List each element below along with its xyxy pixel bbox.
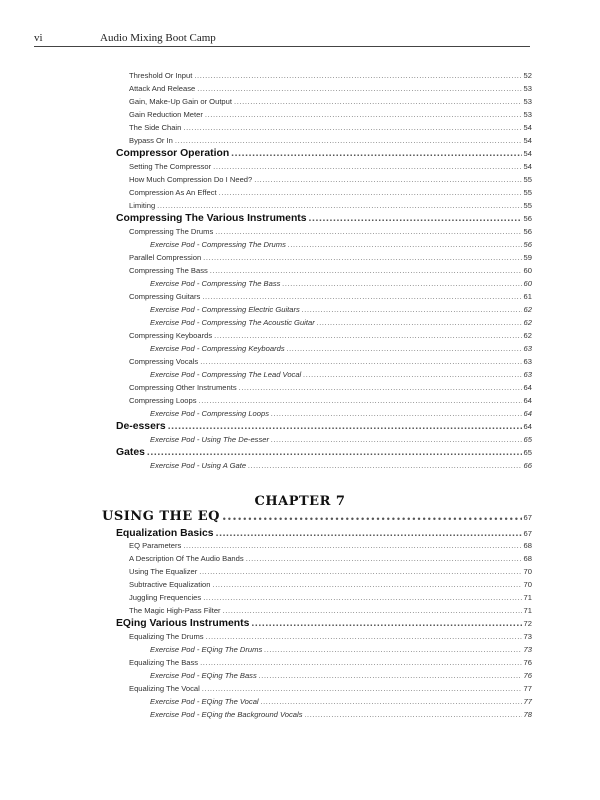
subsection-entry[interactable] [129,188,532,197]
section-entry[interactable] [116,421,532,432]
dot-leader [239,383,522,392]
entry-title: Equalizing The Bass [129,658,199,667]
exercise-entry[interactable] [150,671,532,680]
entry-page-number: 70 [523,580,532,589]
dot-leader [223,606,522,615]
dot-leader [183,123,521,132]
dot-leader [202,292,521,301]
entry-title: Compressing Other Instruments [129,383,237,392]
entry-page-number: 68 [523,554,532,563]
dot-leader [214,331,521,340]
dot-leader [251,618,521,629]
subsection-entry[interactable] [129,357,532,366]
entry-title: Compressing The Various Instruments [116,213,307,224]
entry-page-number: 53 [523,84,532,93]
entry-page-number: 64 [523,422,532,431]
entry-page-number: 77 [523,684,532,693]
dot-leader [305,710,522,719]
subsection-entry[interactable] [129,606,532,615]
entry-title: Exercise Pod - EQing The Vocal [150,697,259,706]
dot-leader [157,201,521,210]
subsection-entry[interactable] [129,84,532,93]
dot-leader [317,318,522,327]
dot-leader [222,509,522,524]
entry-title: Exercise Pod - Using The De-esser [150,435,270,444]
entry-page-number: 63 [523,344,532,353]
entry-title: Gain, Make-Up Gain or Output [129,97,232,106]
dot-leader [246,554,522,563]
subsection-entry[interactable] [129,71,532,80]
dot-leader [248,461,521,470]
entry-title: Setting The Compressor [129,162,212,171]
entry-title: Exercise Pod - EQing The Drums [150,645,263,654]
entry-title: Compressing Keyboards [129,331,213,340]
entry-title: Parallel Compression [129,253,202,262]
entry-title: Gain Reduction Meter [129,110,203,119]
entry-page-number: 54 [523,123,532,132]
entry-title: Equalization Basics [116,528,214,539]
entry-title: A Description Of The Audio Bands [129,554,244,563]
entry-title: Compressing Guitars [129,292,201,301]
entry-page-number: 63 [523,357,532,366]
entry-page-number: 55 [523,201,532,210]
exercise-entry[interactable] [150,409,532,418]
dot-leader [271,409,522,418]
page-number: vi [34,32,43,44]
subsection-entry[interactable] [129,227,532,236]
exercise-entry[interactable] [150,305,532,314]
subsection-entry[interactable] [129,658,532,667]
entry-page-number: 73 [523,645,532,654]
dot-leader [288,240,522,249]
dot-leader [200,357,521,366]
section-entry[interactable] [116,618,532,629]
entry-page-number: 54 [523,149,532,158]
entry-page-number: 77 [523,697,532,706]
entry-page-number: 65 [523,435,532,444]
subsection-entry[interactable] [129,292,532,301]
dot-leader [203,593,521,602]
subsection-entry[interactable] [129,580,532,589]
subsection-entry[interactable] [129,123,532,132]
entry-title: EQing Various Instruments [116,618,250,629]
dot-leader [259,671,522,680]
dot-leader [197,84,521,93]
chapter-heading: CHAPTER 7 [254,494,346,509]
entry-title: Exercise Pod - Compressing Electric Guitars [150,305,300,314]
subsection-entry[interactable] [129,136,532,145]
dot-leader [287,344,522,353]
entry-page-number: 56 [523,240,532,249]
book-title: Audio Mixing Boot Camp [100,32,216,44]
dot-leader [199,396,522,405]
entry-title: Compression As An Effect [129,188,217,197]
entry-title: Exercise Pod - Compressing The Bass [150,279,281,288]
dot-leader [200,658,521,667]
dot-leader [202,684,522,693]
entry-title: The Magic High-Pass Filter [129,606,221,615]
entry-title: Bypass Or In [129,136,173,145]
exercise-entry[interactable] [150,435,532,444]
entry-page-number: 60 [523,279,532,288]
entry-title: Exercise Pod - EQing The Bass [150,671,257,680]
entry-title: Exercise Pod - Compressing The Acoustic Guitar [150,318,315,327]
entry-page-number: 56 [523,214,532,223]
entry-title: Limiting [129,201,156,210]
entry-title: Compressing The Bass [129,266,208,275]
entry-page-number: 54 [523,136,532,145]
subsection-entry[interactable] [129,97,532,106]
entry-page-number: 62 [523,331,532,340]
dot-leader [231,148,521,159]
entry-title: Using The Equalizer [129,567,198,576]
exercise-entry[interactable] [150,344,532,353]
entry-title: Exercise Pod - Compressing The Lead Vocal [150,370,302,379]
entry-page-number: 66 [523,461,532,470]
subsection-entry[interactable] [129,175,532,184]
dot-leader [302,305,522,314]
entry-title: Exercise Pod - Compressing Loops [150,409,270,418]
entry-page-number: 76 [523,671,532,680]
subsection-entry[interactable] [129,253,532,262]
exercise-entry[interactable] [150,318,532,327]
exercise-entry[interactable] [150,279,532,288]
entry-page-number: 55 [523,188,532,197]
entry-title: How Much Compression Do I Need? [129,175,253,184]
dot-leader [215,227,521,236]
entry-title: Exercise Pod - Using A Gate [150,461,247,470]
dot-leader [147,447,522,458]
entry-title: Juggling Frequencies [129,593,202,602]
entry-page-number: 60 [523,266,532,275]
entry-page-number: 73 [523,632,532,641]
running-header [34,30,530,47]
entry-page-number: 67 [523,513,532,522]
entry-page-number: 78 [523,710,532,719]
exercise-entry[interactable] [150,645,532,654]
entry-title: Gates [116,447,145,458]
dot-leader [168,421,522,432]
dot-leader [219,188,522,197]
section-entry[interactable] [116,148,532,159]
dot-leader [303,370,521,379]
exercise-entry[interactable] [150,461,532,470]
subsection-entry[interactable] [129,383,532,392]
entry-title: Compressing Vocals [129,357,199,366]
section-entry[interactable] [116,447,532,458]
entry-page-number: 53 [523,110,532,119]
entry-page-number: 64 [523,396,532,405]
subsection-entry[interactable] [129,110,532,119]
dot-leader [205,110,522,119]
entry-title: Compressing The Drums [129,227,214,236]
entry-page-number: 62 [523,318,532,327]
section-entry[interactable] [116,213,532,224]
entry-page-number: 59 [523,253,532,262]
dot-leader [210,266,522,275]
dot-leader [309,213,522,224]
subsection-entry[interactable] [129,331,532,340]
subsection-entry[interactable] [129,162,532,171]
subsection-entry[interactable] [129,567,532,576]
entry-title: EQ Parameters [129,541,182,550]
dot-leader [282,279,521,288]
subsection-entry[interactable] [129,201,532,210]
entry-page-number: 64 [523,409,532,418]
entry-page-number: 76 [523,658,532,667]
entry-page-number: 54 [523,162,532,171]
entry-title: Exercise Pod - Compressing The Drums [150,240,286,249]
subsection-entry[interactable] [129,541,532,550]
dot-leader [261,697,522,706]
chapter-title-entry[interactable] [102,509,532,524]
exercise-entry[interactable] [150,370,532,379]
dot-leader [194,71,521,80]
entry-title: Equalizing The Vocal [129,684,200,693]
entry-title: The Side Chain [129,123,182,132]
entry-page-number: 68 [523,541,532,550]
entry-page-number: 53 [523,97,532,106]
dot-leader [175,136,522,145]
subsection-entry[interactable] [129,554,532,563]
entry-page-number: 63 [523,370,532,379]
dot-leader [264,645,521,654]
entry-title: Compressing Loops [129,396,197,405]
dot-leader [203,253,521,262]
entry-title: Exercise Pod - Compressing Keyboards [150,344,285,353]
entry-page-number: 70 [523,567,532,576]
entry-title: De-essers [116,421,166,432]
exercise-entry[interactable] [150,697,532,706]
entry-page-number: 64 [523,383,532,392]
entry-title: USING THE EQ [102,509,220,524]
subsection-entry[interactable] [129,632,532,641]
entry-title: Subtractive Equalization [129,580,211,589]
entry-page-number: 52 [523,71,532,80]
entry-page-number: 71 [523,593,532,602]
subsection-entry[interactable] [129,684,532,693]
entry-page-number: 67 [523,529,532,538]
subsection-entry[interactable] [129,593,532,602]
exercise-entry[interactable] [150,710,532,719]
entry-page-number: 61 [523,292,532,301]
dot-leader [212,580,521,589]
dot-leader [199,567,521,576]
entry-title: Attack And Release [129,84,196,93]
section-entry[interactable] [116,528,532,539]
entry-title: Exercise Pod - EQing the Background Vocals [150,710,303,719]
entry-title: Threshold Or Input [129,71,193,80]
dot-leader [216,528,522,539]
entry-title: Compressor Operation [116,148,230,159]
dot-leader [183,541,521,550]
dot-leader [213,162,521,171]
exercise-entry[interactable] [150,240,532,249]
dot-leader [271,435,522,444]
dot-leader [206,632,522,641]
dot-leader [234,97,522,106]
entry-page-number: 72 [523,619,532,628]
entry-page-number: 62 [523,305,532,314]
entry-page-number: 56 [523,227,532,236]
entry-page-number: 55 [523,175,532,184]
subsection-entry[interactable] [129,396,532,405]
entry-page-number: 71 [523,606,532,615]
entry-title: Equalizing The Drums [129,632,204,641]
entry-page-number: 65 [523,448,532,457]
dot-leader [254,175,521,184]
subsection-entry[interactable] [129,266,532,275]
